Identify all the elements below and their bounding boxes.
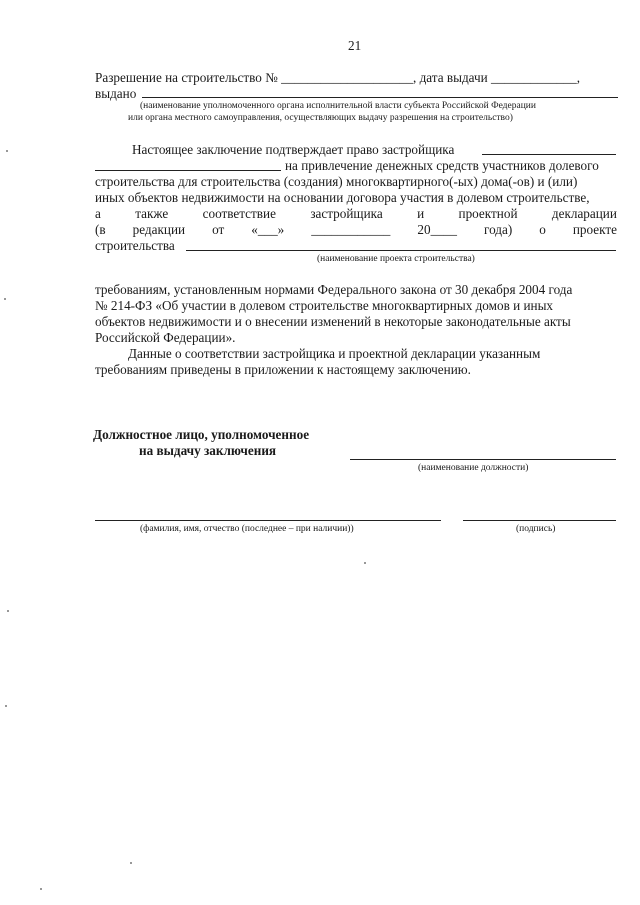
scan-speck: [7, 610, 9, 612]
word: застройщика: [310, 206, 383, 221]
body-line-4: иных объектов недвижимости на основании договора участия в долевом строительстве,: [95, 190, 590, 205]
signature-caption: (подпись): [516, 524, 556, 534]
word: ____________: [311, 222, 391, 237]
scan-speck: [6, 150, 8, 152]
word: редакции: [132, 222, 186, 237]
word: от: [212, 222, 225, 237]
permit-label: Разрешение на строительство №: [95, 70, 278, 85]
law-line-4: Российской Федерации».: [95, 330, 236, 345]
position-caption: (наименование должности): [418, 463, 529, 473]
project-caption: (наименование проекта строительства): [317, 254, 475, 264]
permit-line: [95, 69, 580, 86]
name-caption: (фамилия, имя, отчество (последнее – при наличии)): [140, 524, 354, 534]
project-label: строительства: [95, 238, 175, 253]
official-title-2: на выдачу заключения: [139, 443, 277, 458]
word: и: [417, 206, 425, 221]
scan-speck: [40, 888, 42, 890]
word: а: [95, 206, 101, 221]
word: декларации: [551, 206, 617, 221]
word: «___»: [251, 222, 285, 237]
signature-blank-line: [463, 520, 616, 521]
position-blank-line: [350, 459, 616, 460]
justified-line-2: [95, 221, 617, 238]
scan-speck: [5, 705, 7, 707]
data-line-2: требованиям приведены в приложении к настоящему заключению.: [95, 362, 471, 377]
word: проекте: [572, 222, 617, 237]
law-line-1: требованиям, установленным нормами Федерального закона от 30 декабря 2004 года: [95, 282, 573, 297]
scan-speck: [130, 862, 132, 864]
developer-blank-2: [95, 170, 281, 171]
word: о: [539, 222, 546, 237]
body-line-1: Настоящее заключение подтверждает право застройщика: [132, 142, 455, 157]
issued-label: выдано: [95, 86, 137, 101]
issue-date-blank: _____________,: [490, 70, 580, 85]
issuer-blank-line: [142, 97, 618, 98]
scan-speck: [364, 562, 366, 564]
issuer-caption-2: или органа местного самоуправления, осуществляющих выдачу разрешения на строительство): [128, 113, 513, 123]
law-line-2: № 214-ФЗ «Об участии в долевом строительстве многоквартирных домов и иных: [95, 298, 554, 313]
word: также: [135, 206, 169, 221]
word: года): [483, 222, 513, 237]
official-title-1: Должностное лицо, уполномоченное: [93, 427, 310, 442]
law-line-3: объектов недвижимости и о внесении изменений в некоторые законодательные акты: [95, 314, 571, 329]
word: 20____: [417, 222, 457, 237]
justified-line-1: [95, 205, 617, 222]
body-line-3: строительства для строительства (создания) многоквартирного(-ых) дома(-ов) и (или): [95, 174, 578, 189]
permit-number-blank: ____________________: [281, 70, 413, 85]
issuer-caption-1: (наименование уполномоченного органа исполнительной власти субъекта Российской Федерации: [140, 101, 536, 111]
scan-speck: [4, 298, 6, 300]
body-line-2: на привлечение денежных средств участников долевого: [285, 158, 599, 173]
issue-date-label: , дата выдачи: [412, 70, 488, 85]
page-number: 21: [348, 38, 362, 53]
word: проектной: [458, 206, 518, 221]
name-blank-line: [95, 520, 441, 521]
word: (в: [95, 222, 106, 237]
developer-blank-1: [482, 154, 616, 155]
project-blank-line: [186, 250, 616, 251]
data-line-1: Данные о соответствии застройщика и проектной декларации указанным: [128, 346, 541, 361]
word: соответствие: [202, 206, 276, 221]
